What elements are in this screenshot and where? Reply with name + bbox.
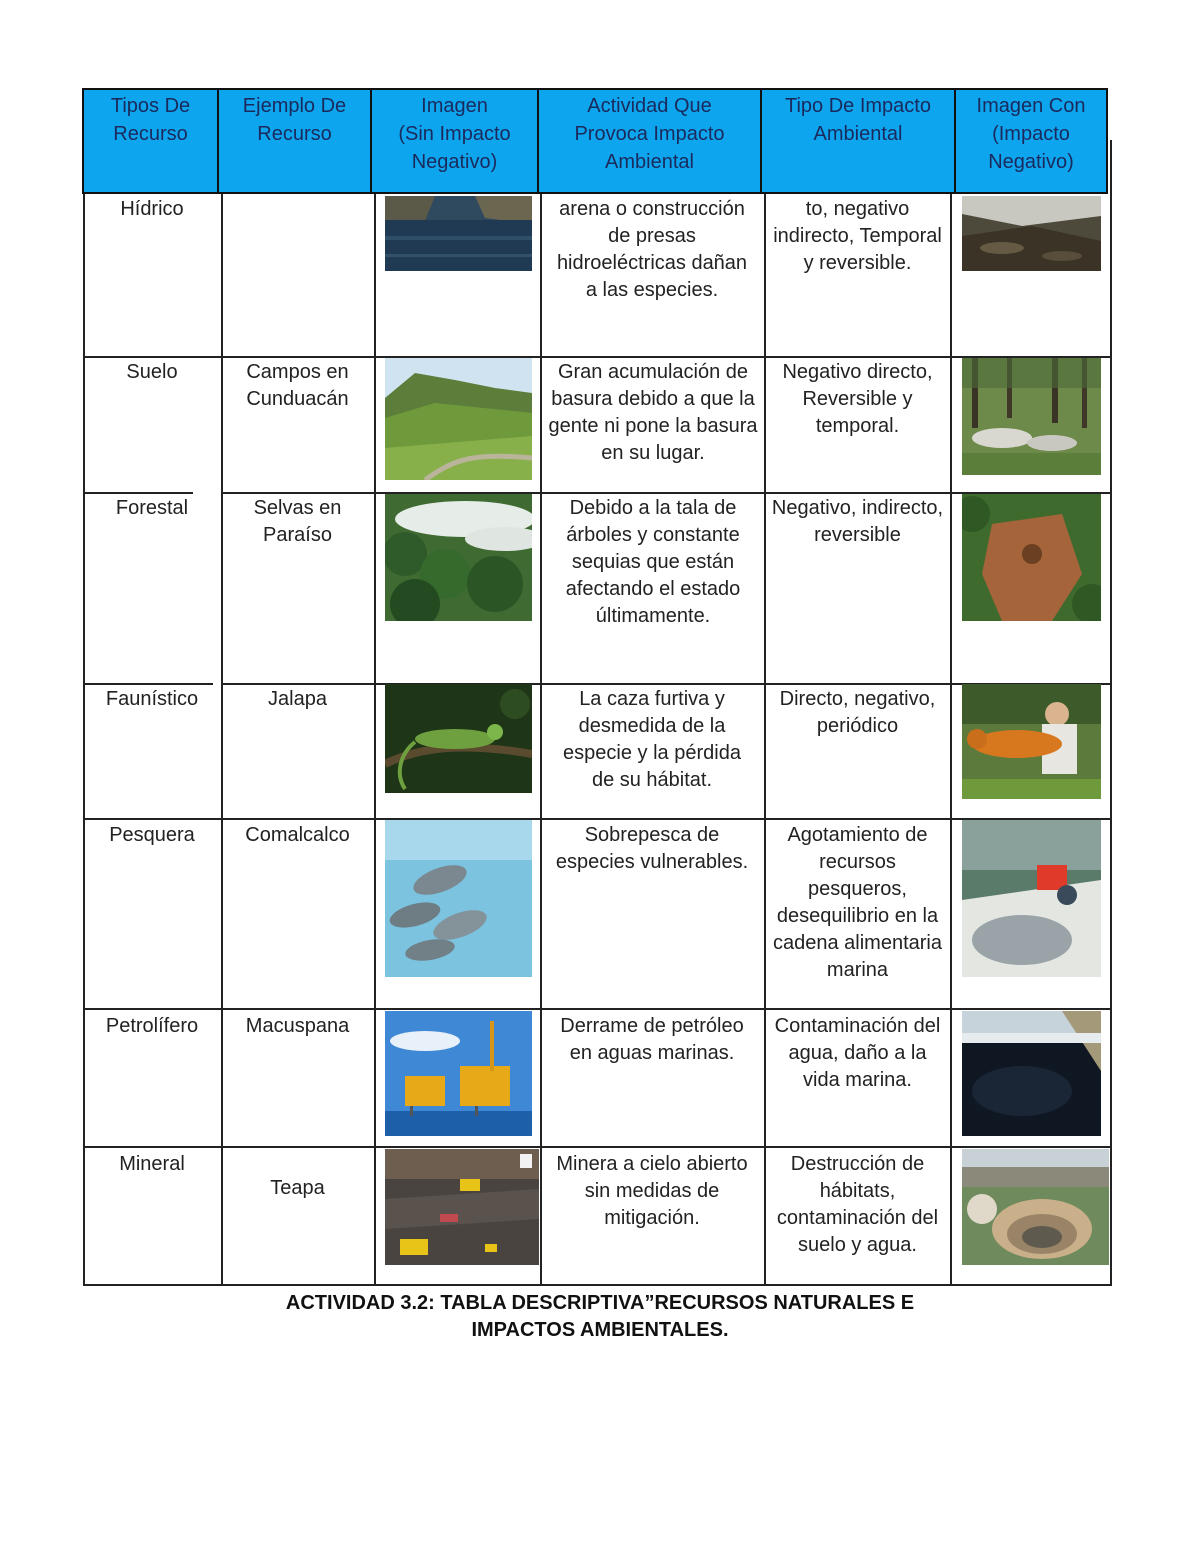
header-actividad [537,88,762,194]
cell-tipo: Suelo [126,361,178,383]
cell-tipo: Hídrico [120,198,184,220]
iguana-branch-photo [385,684,532,793]
cell-impacto: to, negativo indirecto, Temporal y reversible. [773,198,942,274]
grid-line [950,194,952,1286]
header-line: Imagen [421,95,488,117]
header-imagen-con [954,88,1108,194]
grid-line [83,1146,1111,1148]
cell-ejemplo: Comalcalco [245,824,350,846]
grid-line [83,1284,1111,1286]
open-pit-mine-photo [962,1149,1109,1265]
grid-line [221,194,223,1286]
grid-line [83,818,1111,820]
cell-tipo: Mineral [119,1153,185,1175]
cell-ejemplo: Campos en Cunduacán [246,361,349,410]
oil-platform-photo [385,1011,532,1136]
cell-actividad: La caza furtiva y desmedida de la especie y la pérdida de su hábitat. [563,688,741,791]
grid-line [83,492,193,494]
deforestation-photo [962,494,1101,621]
grid-line [764,194,766,1286]
grid-line [83,356,1111,358]
header-line: Negativo) [988,151,1074,173]
cell-actividad: Gran acumulación de basura debido a que la gente ni pone la basura en su lugar. [548,361,758,464]
caption-line-1: ACTIVIDAD 3.2: TABLA DESCRIPTIVA”RECURSOS NATURALES E [285,1292,915,1314]
grid-line [1110,140,1112,1286]
green-valley-photo [385,358,532,480]
cell-actividad: Debido a la tala de árboles y constante sequias que están afectando el estado últimamente. [565,497,741,627]
polluted-stream-photo [962,196,1101,271]
header-line: Provoca Impacto [574,123,725,145]
river-canyon-photo [385,196,532,271]
header-line: (Sin Impacto [398,123,511,145]
cell-tipo: Forestal [115,497,189,519]
header-line: Recurso [257,123,332,145]
header-ejemplo [217,88,372,194]
cell-ejemplo: Teapa [270,1177,325,1199]
grid-line [83,683,213,685]
cell-impacto: Directo, negativo, periódico [779,688,936,737]
cell-tipo: Petrolífero [105,1015,199,1037]
header-line: Ambiental [813,123,903,145]
caption-line-2: IMPACTOS AMBIENTALES. [471,1319,729,1341]
cell-impacto: Destrucción de hábitats, contaminación del suelo y agua. [776,1153,939,1256]
cell-ejemplo: Macuspana [245,1015,350,1037]
cell-ejemplo: Selvas en Paraíso [253,497,342,546]
cell-actividad: Minera a cielo abierto sin medidas de mitigación. [556,1153,748,1229]
cell-impacto: Agotamiento de recursos pesqueros, desequilibrio en la cadena alimentaria marina [773,824,942,981]
header-line: (Impacto [992,123,1070,145]
table-caption [150,1290,1050,1344]
grid-line [83,1008,1111,1010]
header-line: Ejemplo De [242,95,347,117]
cell-impacto: Contaminación del agua, daño a la vida marina. [774,1015,941,1091]
header-tipo-impacto [760,88,956,194]
cell-ejemplo: Jalapa [268,688,327,710]
fishing-boat-photo [962,820,1101,977]
header-line: Ambiental [605,151,694,173]
cell-actividad: Derrame de petróleo en aguas marinas. [560,1015,744,1064]
misty-jungle-photo [385,494,532,621]
hunted-iguana-photo [962,684,1101,799]
header-line: Recurso [113,123,188,145]
cell-impacto: Negativo, indirecto, reversible [771,497,944,546]
header-line: Tipos De [110,95,191,117]
cell-actividad: Sobrepesca de especies vulnerables. [555,824,749,873]
grid-line [83,194,85,1286]
cell-tipo: Pesquera [109,824,195,846]
garbage-forest-photo [962,358,1101,475]
header-line: Imagen Con [976,95,1086,117]
grid-line [540,194,542,1286]
mining-trucks-photo [385,1149,539,1265]
cell-tipo: Faunístico [105,688,199,710]
cell-impacto: Negativo directo, Reversible y temporal. [782,361,933,437]
header-imagen-sin [370,88,539,194]
header-tipos [82,88,219,194]
header-line: Actividad Que [587,95,712,117]
cell-actividad: arena o construcción de presas hidroeléctricas dañan a las especies. [556,198,748,301]
header-line: Tipo De Impacto [785,95,931,117]
header-line: Negativo) [411,151,498,173]
grid-line [374,194,376,1286]
oil-spill-photo [962,1011,1101,1136]
fish-school-photo [385,820,532,977]
